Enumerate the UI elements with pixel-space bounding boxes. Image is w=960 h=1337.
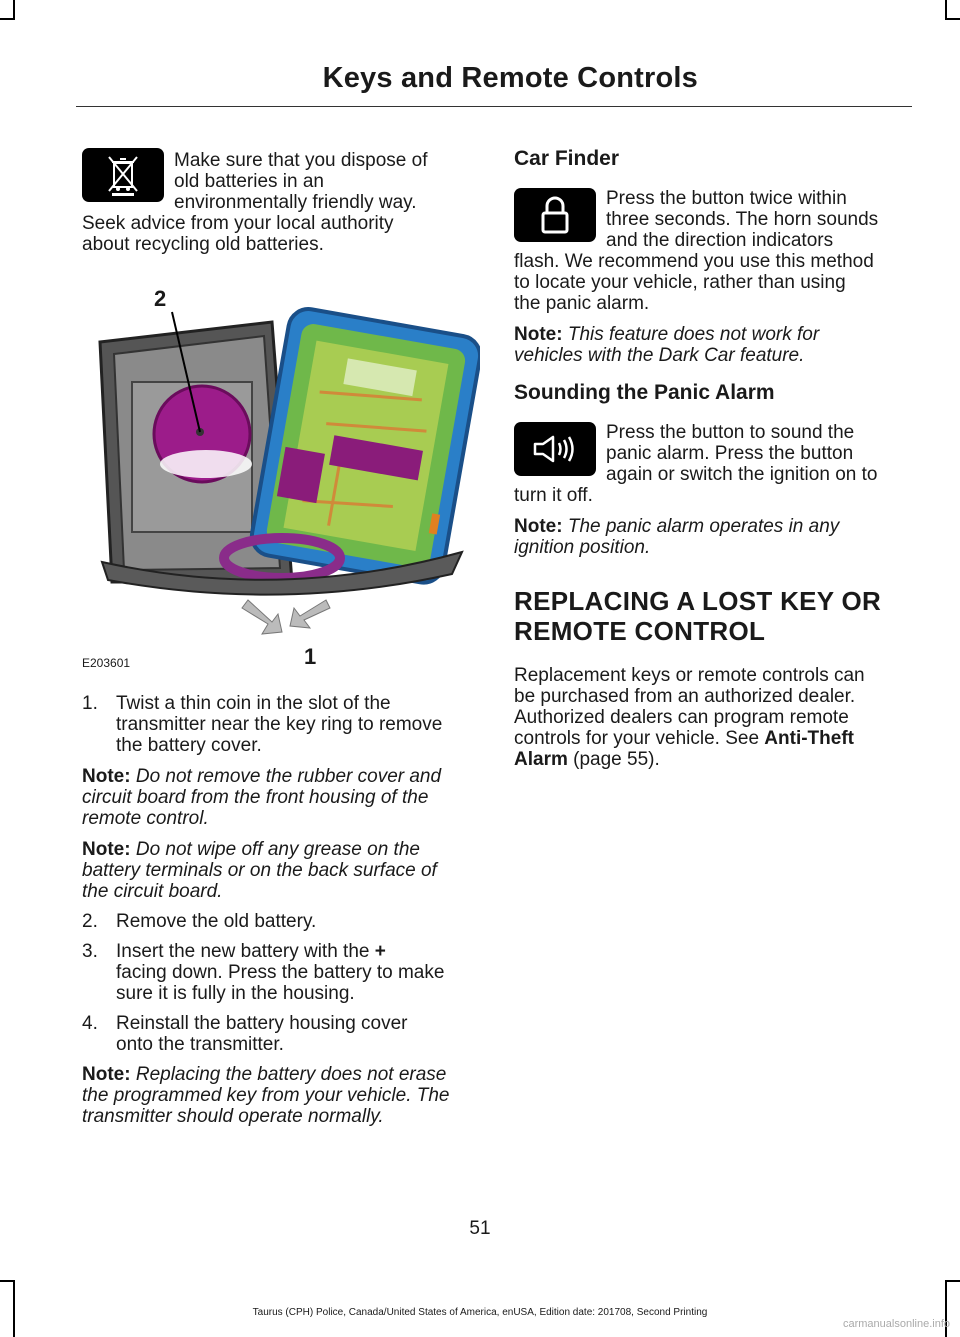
page-reference: (page 55).	[573, 749, 660, 770]
note-text	[514, 537, 650, 558]
note-text: the programmed key from your vehicle. The	[82, 1085, 450, 1106]
crop-mark	[946, 18, 960, 20]
step-number: 3.	[82, 941, 98, 962]
step-text: sure it is fully in the housing.	[116, 983, 355, 1004]
step-text: Reinstall the battery housing cover	[116, 1013, 408, 1034]
panic-text: Press the button to sound the	[606, 422, 855, 443]
note-text: the circuit board.	[82, 881, 223, 902]
note-text: The panic alarm operates in any	[567, 516, 840, 537]
replace-text: Replacement keys or remote controls can	[514, 665, 865, 686]
car-finder-text: three seconds. The horn sounds	[606, 209, 879, 230]
crop-mark	[945, 0, 947, 20]
figure-callout-1: 1	[304, 644, 317, 669]
note-label: Note:	[82, 839, 131, 860]
step-text: Insert the new battery with the	[116, 941, 370, 962]
replace-text: Authorized dealers can program remote	[514, 707, 849, 728]
header-rule	[76, 106, 912, 107]
panic-text: again or switch the ignition on to	[606, 464, 878, 485]
note-text: remote control.	[82, 808, 209, 829]
dispose-text: Make sure that you dispose of	[174, 150, 428, 171]
step-text: Twist a thin coin in the slot of the	[116, 693, 391, 714]
note-paragraph	[82, 1064, 446, 1085]
step-number: 2.	[82, 911, 98, 932]
panic-text: panic alarm. Press the button	[606, 443, 854, 464]
note-text	[82, 787, 428, 808]
car-finder-text: flash. We recommend you use this method	[514, 251, 874, 272]
car-finder-text: and the direction indicators	[606, 230, 834, 251]
note-paragraph	[82, 766, 441, 787]
step-number: 4.	[82, 1013, 98, 1034]
step-text: Remove the old battery.	[116, 911, 317, 932]
note-text	[82, 1106, 384, 1127]
note-paragraph	[514, 516, 839, 537]
step-text: onto the transmitter.	[116, 1034, 284, 1055]
note-text: This feature does not work for	[567, 324, 820, 345]
panic-heading: Sounding the Panic Alarm	[514, 381, 775, 404]
figure-code: E203601	[82, 656, 131, 670]
plus-symbol: +	[374, 941, 386, 962]
car-finder-heading: Car Finder	[514, 147, 620, 170]
note-label: Note:	[514, 324, 563, 345]
replace-text: controls for your vehicle. See	[514, 728, 760, 749]
dispose-text: old batteries in an	[174, 171, 324, 192]
dispose-text: about recycling old batteries.	[82, 234, 324, 255]
note-text: circuit board from the front housing of the	[82, 787, 429, 808]
note-text: Do not wipe off any grease on the	[135, 839, 420, 860]
step-text: facing down. Press the battery to make	[116, 962, 445, 983]
note-text: transmitter should operate normally.	[82, 1106, 384, 1127]
note-paragraph	[82, 839, 420, 860]
car-finder-text: Press the button twice within	[606, 188, 847, 209]
page-number: 51	[469, 1218, 491, 1239]
footer-text: Taurus (CPH) Police, Canada/United States of America, enUSA, Edition date: 201708, Second Printing	[252, 1307, 708, 1318]
note-label: Note:	[514, 516, 563, 537]
step-text: the battery cover.	[116, 735, 262, 756]
crop-mark	[13, 0, 15, 20]
car-finder-text: the panic alarm.	[514, 293, 650, 314]
note-label: Note:	[82, 1064, 131, 1085]
replace-text	[514, 749, 660, 770]
note-text: Do not remove the rubber cover and	[135, 766, 442, 787]
crop-mark	[946, 1280, 960, 1282]
car-finder-text: to locate your vehicle, rather than using	[514, 272, 846, 293]
section-heading: REMOTE CONTROL	[514, 616, 766, 646]
note-text: vehicles with the Dark Car feature.	[514, 345, 805, 366]
crop-mark	[0, 18, 14, 20]
note-text	[82, 1085, 450, 1106]
panic-text: turn it off.	[514, 485, 593, 506]
note-text: battery terminals or on the back surface of	[82, 860, 437, 881]
replace-text: be purchased from an authorized dealer.	[514, 686, 856, 707]
dispose-text: environmentally friendly way.	[174, 192, 417, 213]
note-text	[82, 860, 437, 881]
note-label: Note:	[82, 766, 131, 787]
lock-icon	[514, 188, 596, 242]
note-paragraph	[514, 324, 819, 345]
note-text	[82, 881, 222, 902]
horn-icon	[514, 422, 596, 476]
note-text: ignition position.	[514, 537, 651, 558]
anti-theft-link[interactable]: Anti-Theft	[764, 728, 854, 749]
step-text	[116, 941, 386, 962]
crossed-bin-icon	[82, 148, 164, 202]
anti-theft-link[interactable]: Alarm	[514, 749, 568, 770]
dispose-text: Seek advice from your local authority	[82, 213, 394, 234]
replace-text	[514, 728, 854, 749]
section-heading: REPLACING A LOST KEY OR	[514, 586, 882, 616]
note-text: Replacing the battery does not erase	[135, 1064, 447, 1085]
circuit-board	[249, 306, 480, 586]
step-text: transmitter near the key ring to remove	[116, 714, 443, 735]
figure-callout-2: 2	[154, 286, 167, 311]
watermark: carmanualsonline.info	[842, 1318, 950, 1330]
note-text	[82, 808, 209, 829]
page-title: Keys and Remote Controls	[322, 62, 698, 94]
step-number: 1.	[82, 693, 98, 714]
battery-replacement-figure	[82, 282, 480, 672]
note-text	[514, 345, 804, 366]
crop-mark	[0, 1280, 14, 1282]
